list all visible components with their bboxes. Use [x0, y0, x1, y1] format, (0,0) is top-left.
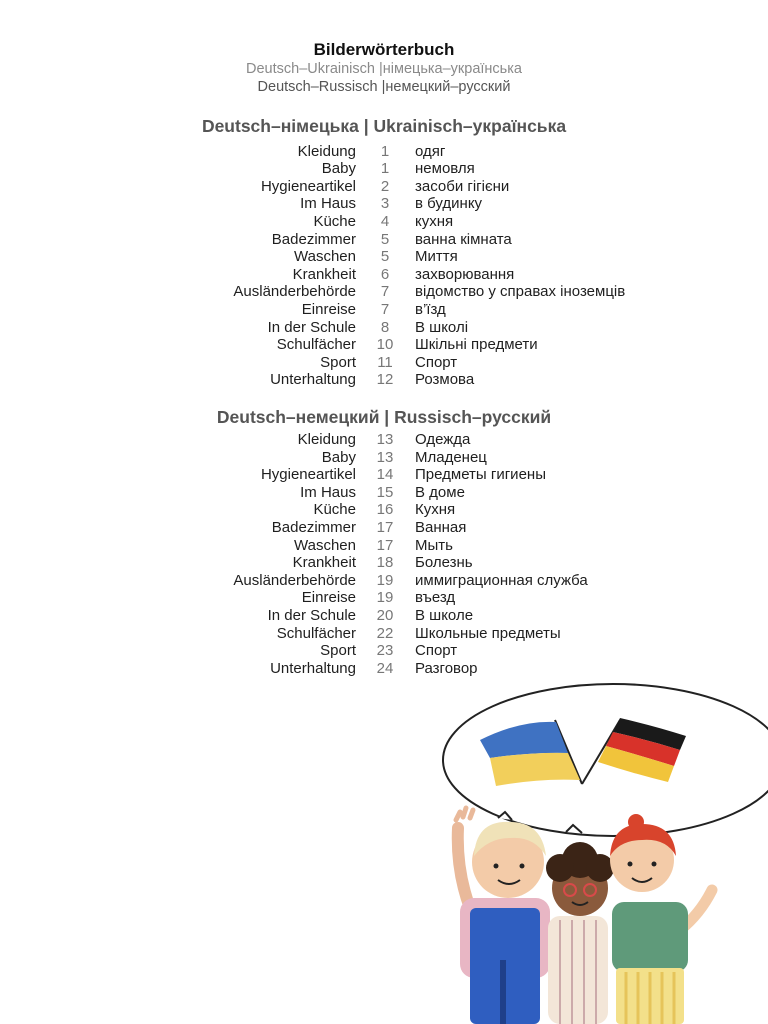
- translated-term: Болезнь: [415, 554, 473, 572]
- translated-term: Разговор: [415, 659, 478, 677]
- german-term: In der Schule: [267, 318, 356, 336]
- translated-term: ванна кімната: [415, 230, 512, 248]
- translated-term: Одежда: [415, 431, 471, 448]
- translated-term: Мыть: [415, 536, 453, 554]
- translated-term: Шкільні предмети: [415, 336, 538, 354]
- german-term: Unterhaltung: [270, 659, 356, 677]
- page-number: 3: [380, 195, 390, 213]
- german-term: Im Haus: [300, 483, 356, 501]
- toc-row: [0, 537, 768, 555]
- german-term: Baby: [321, 160, 356, 178]
- page-number: 8: [380, 318, 390, 336]
- translated-term: Младенец: [415, 448, 487, 466]
- translated-term: Спорт: [415, 353, 458, 371]
- german-term: Krankheit: [292, 265, 356, 283]
- german-term: Hygieneartikel: [260, 466, 356, 484]
- translated-term: засоби гігієни: [415, 177, 510, 195]
- toc-row: [0, 213, 768, 231]
- translated-term: В школе: [415, 607, 474, 624]
- toc-row: [0, 554, 768, 572]
- toc-row: [0, 231, 768, 249]
- translated-term: в’їзд: [415, 300, 446, 318]
- translated-term: немовля: [415, 160, 475, 178]
- toc-row: [0, 607, 768, 625]
- page-number: 1: [380, 160, 390, 178]
- german-term: Sport: [320, 353, 356, 371]
- page-number: 15: [376, 483, 394, 501]
- toc-row: [0, 319, 768, 337]
- toc-row: [0, 266, 768, 284]
- page-number: 2: [380, 177, 390, 195]
- page-number: 13: [376, 448, 394, 466]
- german-term: Sport: [320, 642, 356, 660]
- toc-row: [0, 466, 768, 484]
- translated-term: кухня: [415, 212, 454, 230]
- page-number: 1: [380, 142, 390, 160]
- german-term: Küche: [313, 501, 356, 519]
- german-term: Ausländerbehörde: [233, 571, 356, 589]
- german-term: Einreise: [301, 589, 356, 607]
- page-number: 12: [376, 371, 394, 389]
- german-term: Waschen: [294, 536, 356, 554]
- translated-term: въезд: [415, 589, 456, 607]
- german-term: Badezimmer: [271, 519, 356, 536]
- subtitle-russian: Deutsch–Russisch |немецкий–русский: [257, 79, 511, 95]
- german-term: Hygieneartikel: [260, 177, 356, 195]
- german-term: Unterhaltung: [270, 371, 356, 389]
- translated-term: захворювання: [415, 265, 515, 283]
- page-number: 19: [376, 571, 394, 589]
- german-term: Baby: [321, 448, 356, 466]
- page-number: 20: [376, 607, 394, 624]
- german-term: Einreise: [301, 300, 356, 318]
- translated-term: В школі: [415, 318, 469, 336]
- toc-row: [0, 178, 768, 196]
- section-heading-russian: Deutsch–немецкий | Russisch–русский: [216, 407, 552, 427]
- translated-term: В доме: [415, 483, 465, 501]
- page-number: 4: [380, 212, 390, 230]
- translated-term: Миття: [415, 248, 458, 266]
- toc-row: [0, 354, 768, 372]
- translated-term: Розмова: [415, 371, 475, 389]
- page-number: 5: [380, 230, 390, 248]
- page-number: 7: [380, 300, 390, 318]
- translated-term: в будинку: [415, 195, 483, 213]
- toc-row: [0, 519, 768, 537]
- german-term: Krankheit: [292, 554, 356, 572]
- page-number: 7: [380, 283, 390, 301]
- toc-row: [0, 642, 768, 660]
- page-number: 13: [376, 431, 394, 448]
- german-term: Schulfächer: [276, 336, 356, 354]
- children-with-flags-illustration: [430, 680, 768, 1024]
- page-number: 17: [376, 519, 394, 536]
- toc-row: [0, 248, 768, 266]
- translated-term: Спорт: [415, 642, 458, 660]
- page-number: 16: [376, 501, 394, 519]
- german-term: Ausländerbehörde: [233, 283, 356, 301]
- translated-term: иммиграционная служба: [415, 571, 588, 589]
- page-number: 6: [380, 265, 390, 283]
- section-heading-ukrainian: Deutsch–німецька | Ukrainisch–українська: [201, 116, 567, 136]
- toc-row: [0, 336, 768, 354]
- toc-row: [0, 625, 768, 643]
- translated-term: Предметы гигиены: [415, 466, 546, 484]
- translated-term: Кухня: [415, 501, 456, 519]
- page-number: 11: [377, 353, 393, 371]
- toc-row: [0, 484, 768, 502]
- page-number: 22: [376, 624, 394, 642]
- toc-row: [0, 572, 768, 590]
- page-number: 24: [376, 659, 394, 677]
- toc-row: [0, 449, 768, 467]
- page-number: 14: [376, 466, 394, 484]
- translated-term: одяг: [415, 142, 446, 160]
- toc-row: [0, 195, 768, 213]
- toc-row: [0, 283, 768, 301]
- translated-term: Школьные предметы: [415, 624, 561, 642]
- toc-row: [0, 160, 768, 178]
- page-header: [0, 40, 768, 96]
- page-number: 5: [380, 248, 390, 266]
- toc-row: [0, 660, 768, 678]
- toc-row: [0, 501, 768, 519]
- toc-row: [0, 143, 768, 161]
- german-term: Badezimmer: [271, 230, 356, 248]
- child-curly-glasses: [546, 842, 614, 1024]
- document-title: Bilderwörterbuch: [313, 40, 455, 59]
- child-redhead-green-shirt: [610, 814, 712, 1024]
- translated-term: відомство у справах іноземців: [415, 283, 626, 301]
- toc-row: [0, 301, 768, 319]
- german-term: Kleidung: [297, 142, 356, 160]
- page-number: 19: [376, 589, 394, 607]
- subtitle-ukrainian: Deutsch–Ukrainisch |німецька–українська: [246, 61, 522, 77]
- toc-row: [0, 431, 768, 449]
- page-number: 23: [376, 642, 394, 660]
- german-term: Küche: [313, 212, 356, 230]
- german-term: Waschen: [294, 248, 356, 266]
- child-blonde-overalls: [456, 808, 550, 1024]
- german-term: Im Haus: [300, 195, 356, 213]
- page-number: 10: [376, 336, 394, 354]
- german-term: Schulfächer: [276, 624, 356, 642]
- toc-row: [0, 371, 768, 389]
- translated-term: Ванная: [415, 519, 467, 536]
- toc-row: [0, 589, 768, 607]
- page-number: 18: [376, 554, 394, 572]
- page-number: 17: [376, 536, 394, 554]
- german-term: Kleidung: [297, 431, 356, 448]
- german-term: In der Schule: [267, 607, 356, 624]
